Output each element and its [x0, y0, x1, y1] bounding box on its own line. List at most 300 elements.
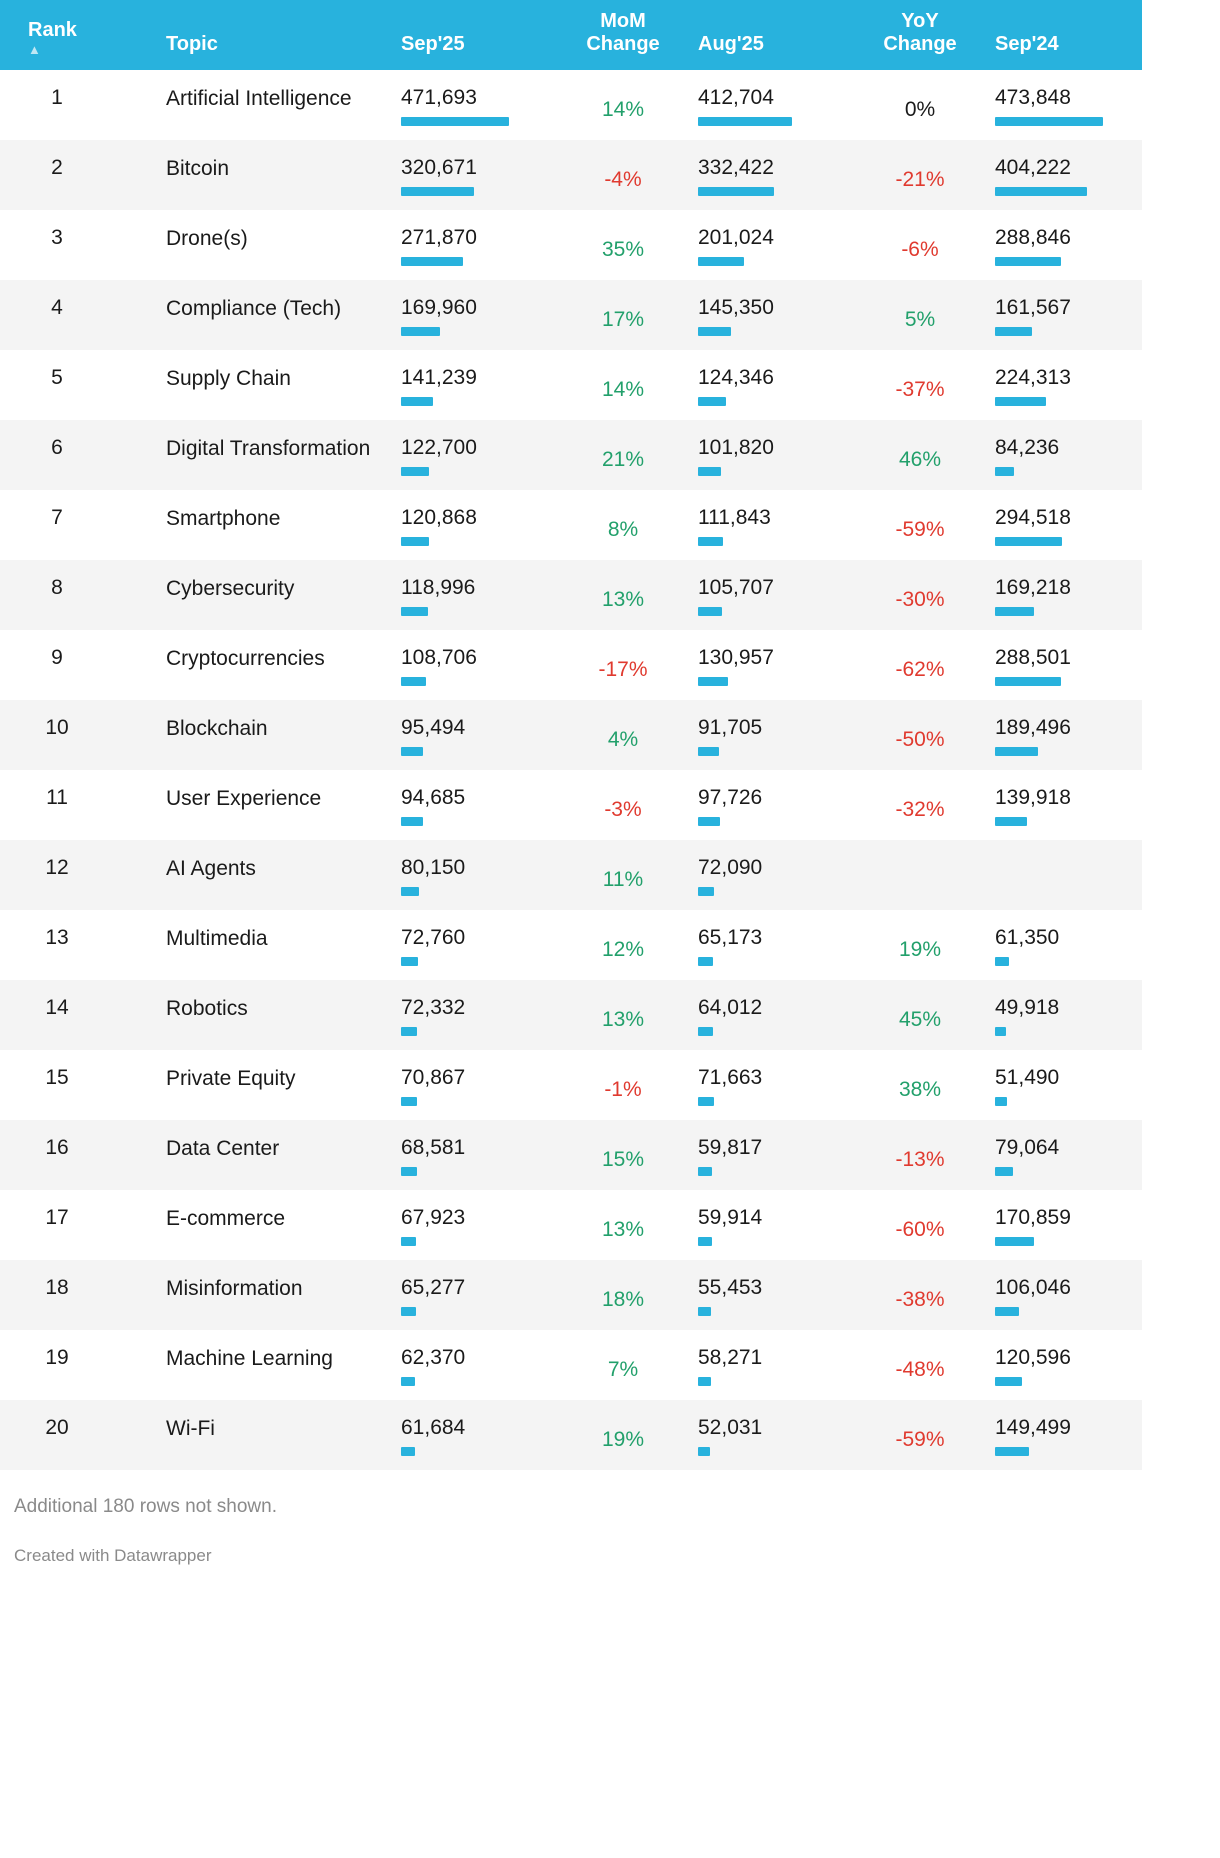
- table-row: [0, 630, 1142, 700]
- sep25-value: 320,671: [401, 156, 477, 179]
- cell-mom-change: [548, 1400, 698, 1470]
- topic-label: Drone(s): [166, 227, 248, 250]
- mom-change-value: 14%: [601, 378, 645, 401]
- table-row: [0, 560, 1142, 630]
- column-header-yoy-line2: Change: [883, 33, 957, 55]
- column-header-sep24-label: Sep'24: [995, 33, 1059, 55]
- topic-label: AI Agents: [166, 857, 256, 880]
- rank-value: 14: [45, 996, 69, 1019]
- cell-rank: [0, 1260, 148, 1330]
- yoy-change-value: 5%: [904, 308, 936, 331]
- aug25-bar: [698, 1167, 712, 1176]
- cell-topic: [148, 700, 401, 770]
- aug25-bar: [698, 1307, 711, 1316]
- sep24-bar: [995, 397, 1046, 406]
- sort-ascending-icon: ▲: [28, 42, 41, 57]
- mom-change-value: 17%: [601, 308, 645, 331]
- cell-topic: [148, 70, 401, 140]
- sep25-bar: [401, 1167, 417, 1176]
- cell-topic: [148, 1050, 401, 1120]
- cell-sep24: [995, 700, 1142, 770]
- sep24-value: 120,596: [995, 1346, 1071, 1369]
- sep25-value: 118,996: [401, 576, 476, 599]
- sep24-value: 288,846: [995, 226, 1071, 249]
- cell-aug25: [698, 1330, 845, 1400]
- cell-sep24: [995, 280, 1142, 350]
- sep25-value: 67,923: [401, 1206, 466, 1229]
- sep25-bar: [401, 467, 429, 476]
- cell-sep24: [995, 70, 1142, 140]
- sep24-bar: [995, 747, 1038, 756]
- aug25-cell-content: [698, 70, 845, 140]
- cell-sep25: [401, 210, 548, 280]
- yoy-change-value: 0%: [904, 98, 936, 121]
- cell-sep25: [401, 140, 548, 210]
- sep25-bar: [401, 327, 440, 336]
- sep24-bar: [995, 817, 1027, 826]
- yoy-change-value: -6%: [901, 238, 939, 261]
- sep25-bar: [401, 607, 428, 616]
- cell-sep24: [995, 420, 1142, 490]
- yoy-change-value: -13%: [895, 1148, 945, 1171]
- cell-mom-change: [548, 840, 698, 910]
- yoy-change-value: -21%: [895, 168, 945, 191]
- column-header-sep24[interactable]: [995, 0, 1142, 70]
- table-body: [0, 70, 1142, 1470]
- sep24-bar: [995, 117, 1103, 126]
- cell-sep24: [995, 840, 1142, 910]
- table-row: [0, 280, 1142, 350]
- cell-rank: [0, 280, 148, 350]
- table-row: [0, 1050, 1142, 1120]
- sep24-cell-content: [995, 490, 1142, 560]
- cell-aug25: [698, 350, 845, 420]
- rank-value: 18: [45, 1276, 69, 1299]
- column-header-rank-label: Rank: [28, 19, 77, 41]
- aug25-cell-content: [698, 1190, 845, 1260]
- sep25-cell-content: [401, 140, 548, 210]
- rank-value: 3: [51, 226, 63, 249]
- aug25-bar: [698, 1447, 710, 1456]
- mom-change-value: -17%: [598, 658, 648, 681]
- column-header-aug25[interactable]: [698, 0, 845, 70]
- sep25-bar: [401, 117, 509, 126]
- cell-aug25: [698, 70, 845, 140]
- sep24-cell-content: [995, 1400, 1142, 1470]
- cell-sep25: [401, 1050, 548, 1120]
- rank-value: 4: [51, 296, 63, 319]
- aug25-value: 412,704: [698, 86, 774, 109]
- table-row: [0, 70, 1142, 140]
- sep24-bar: [995, 257, 1061, 266]
- sep25-cell-content: [401, 770, 548, 840]
- aug25-bar: [698, 327, 731, 336]
- sep24-cell-content: [995, 560, 1142, 630]
- aug25-value: 59,817: [698, 1136, 763, 1159]
- aug25-value: 332,422: [698, 156, 774, 179]
- yoy-change-value: -48%: [895, 1358, 945, 1381]
- cell-sep25: [401, 980, 548, 1050]
- cell-mom-change: [548, 70, 698, 140]
- table-row: [0, 1400, 1142, 1470]
- table-row: [0, 910, 1142, 980]
- sep24-cell-content: [995, 420, 1142, 490]
- cell-aug25: [698, 140, 845, 210]
- table-row: [0, 1260, 1142, 1330]
- sep25-cell-content: [401, 420, 548, 490]
- cell-rank: [0, 1400, 148, 1470]
- aug25-cell-content: [698, 770, 845, 840]
- cell-yoy-change: [845, 910, 995, 980]
- cell-topic: [148, 980, 401, 1050]
- yoy-change-value: -59%: [895, 518, 945, 541]
- cell-sep24: [995, 1400, 1142, 1470]
- cell-topic: [148, 280, 401, 350]
- cell-sep25: [401, 700, 548, 770]
- sep25-cell-content: [401, 1400, 548, 1470]
- sep24-bar: [995, 327, 1032, 336]
- aug25-bar: [698, 887, 714, 896]
- cell-yoy-change: [845, 70, 995, 140]
- aug25-value: 105,707: [698, 576, 774, 599]
- sep24-cell-content: [995, 1190, 1142, 1260]
- column-header-mom-line1: MoM: [600, 10, 646, 32]
- aug25-cell-content: [698, 350, 845, 420]
- sep24-cell-content: [995, 280, 1142, 350]
- cell-yoy-change: [845, 420, 995, 490]
- rank-value: 16: [45, 1136, 69, 1159]
- yoy-change-value: 46%: [898, 448, 942, 471]
- cell-aug25: [698, 560, 845, 630]
- aug25-bar: [698, 1097, 714, 1106]
- sep25-bar: [401, 887, 419, 896]
- cell-rank: [0, 910, 148, 980]
- aug25-bar: [698, 747, 719, 756]
- sep25-bar: [401, 257, 463, 266]
- table-row: [0, 840, 1142, 910]
- aug25-value: 52,031: [698, 1416, 763, 1439]
- sep24-value: 294,518: [995, 506, 1071, 529]
- cell-sep25: [401, 1120, 548, 1190]
- cell-aug25: [698, 210, 845, 280]
- table-row: [0, 420, 1142, 490]
- cell-topic: [148, 350, 401, 420]
- cell-sep24: [995, 1260, 1142, 1330]
- sep25-cell-content: [401, 980, 548, 1050]
- sep24-cell-content: [995, 910, 1142, 980]
- cell-aug25: [698, 630, 845, 700]
- table-row: [0, 700, 1142, 770]
- cell-mom-change: [548, 140, 698, 210]
- table-row: [0, 140, 1142, 210]
- sep25-value: 122,700: [401, 436, 477, 459]
- sep25-value: 72,760: [401, 926, 466, 949]
- cell-aug25: [698, 1190, 845, 1260]
- cell-aug25: [698, 910, 845, 980]
- topic-label: Private Equity: [166, 1067, 296, 1090]
- cell-sep25: [401, 560, 548, 630]
- rank-value: 15: [45, 1066, 69, 1089]
- yoy-change-value: [845, 840, 995, 886]
- cell-mom-change: [548, 630, 698, 700]
- aug25-bar: [698, 1237, 712, 1246]
- sep25-cell-content: [401, 840, 548, 910]
- table-row: [0, 980, 1142, 1050]
- cell-topic: [148, 630, 401, 700]
- aug25-cell-content: [698, 560, 845, 630]
- column-header-yoy-change[interactable]: [845, 0, 995, 70]
- sep24-value: 139,918: [995, 786, 1071, 809]
- cell-topic: [148, 770, 401, 840]
- sep24-value: 61,350: [995, 926, 1060, 949]
- sep25-bar: [401, 1307, 416, 1316]
- aug25-bar: [698, 1377, 711, 1386]
- sep25-cell-content: [401, 1260, 548, 1330]
- sep25-value: 72,332: [401, 996, 466, 1019]
- cell-yoy-change: [845, 840, 995, 910]
- cell-rank: [0, 1190, 148, 1260]
- aug25-value: 130,957: [698, 646, 774, 669]
- rank-value: 9: [51, 646, 63, 669]
- cell-rank: [0, 140, 148, 210]
- cell-yoy-change: [845, 140, 995, 210]
- column-header-rank[interactable]: [0, 0, 148, 70]
- yoy-change-value: 45%: [898, 1008, 942, 1031]
- cell-rank: [0, 560, 148, 630]
- sep25-cell-content: [401, 1330, 548, 1400]
- sep25-bar: [401, 1377, 415, 1386]
- table-footnote: Additional 180 rows not shown.: [14, 1496, 277, 1517]
- aug25-bar: [698, 117, 792, 126]
- cell-mom-change: [548, 1260, 698, 1330]
- aug25-cell-content: [698, 1050, 845, 1120]
- sep24-cell-content: [995, 210, 1142, 280]
- sep25-cell-content: [401, 630, 548, 700]
- sep24-cell-content: [995, 1330, 1142, 1400]
- yoy-change-value: -30%: [895, 588, 945, 611]
- cell-yoy-change: [845, 630, 995, 700]
- mom-change-value: 8%: [607, 518, 639, 541]
- cell-yoy-change: [845, 350, 995, 420]
- cell-yoy-change: [845, 280, 995, 350]
- mom-change-value: 21%: [601, 448, 645, 471]
- sep24-bar: [995, 677, 1061, 686]
- cell-topic: [148, 210, 401, 280]
- cell-rank: [0, 420, 148, 490]
- sep25-cell-content: [401, 700, 548, 770]
- datawrapper-credit: Created with Datawrapper: [14, 1546, 212, 1565]
- mom-change-value: 7%: [607, 1358, 639, 1381]
- sep25-cell-content: [401, 280, 548, 350]
- mom-change-value: 12%: [601, 938, 645, 961]
- cell-mom-change: [548, 350, 698, 420]
- cell-yoy-change: [845, 1400, 995, 1470]
- table-row: [0, 350, 1142, 420]
- column-header-topic-label: Topic: [166, 33, 218, 55]
- sep24-cell-content: [995, 630, 1142, 700]
- cell-sep24: [995, 1330, 1142, 1400]
- sep24-bar: [995, 537, 1062, 546]
- cell-mom-change: [548, 560, 698, 630]
- sep24-cell-content: [995, 840, 1142, 886]
- cell-topic: [148, 140, 401, 210]
- aug25-cell-content: [698, 1400, 845, 1470]
- cell-sep25: [401, 70, 548, 140]
- cell-sep24: [995, 1050, 1142, 1120]
- mom-change-value: -4%: [604, 168, 642, 191]
- sep25-value: 169,960: [401, 296, 477, 319]
- cell-yoy-change: [845, 770, 995, 840]
- sep25-bar: [401, 187, 474, 196]
- yoy-change-value: -60%: [895, 1218, 945, 1241]
- cell-topic: [148, 1400, 401, 1470]
- cell-aug25: [698, 1400, 845, 1470]
- cell-sep25: [401, 1330, 548, 1400]
- cell-rank: [0, 210, 148, 280]
- table-row: [0, 1330, 1142, 1400]
- cell-yoy-change: [845, 1330, 995, 1400]
- sep25-bar: [401, 1447, 415, 1456]
- sep24-cell-content: [995, 700, 1142, 770]
- cell-mom-change: [548, 490, 698, 560]
- sep25-value: 94,685: [401, 786, 466, 809]
- mom-change-value: 15%: [601, 1148, 645, 1171]
- column-header-yoy-line1: YoY: [901, 10, 939, 32]
- mom-change-value: 4%: [607, 728, 639, 751]
- cell-mom-change: [548, 980, 698, 1050]
- aug25-cell-content: [698, 910, 845, 980]
- cell-mom-change: [548, 700, 698, 770]
- yoy-change-value: -50%: [895, 728, 945, 751]
- cell-sep25: [401, 910, 548, 980]
- sep25-bar: [401, 1027, 417, 1036]
- sep24-value: 170,859: [995, 1206, 1071, 1229]
- cell-topic: [148, 1330, 401, 1400]
- cell-mom-change: [548, 1330, 698, 1400]
- mom-change-value: 14%: [601, 98, 645, 121]
- cell-sep25: [401, 420, 548, 490]
- sep25-value: 271,870: [401, 226, 477, 249]
- sep25-value: 108,706: [401, 646, 477, 669]
- sep24-cell-content: [995, 1120, 1142, 1190]
- cell-mom-change: [548, 1120, 698, 1190]
- yoy-change-value: -32%: [895, 798, 945, 821]
- cell-sep24: [995, 490, 1142, 560]
- sep24-bar: [995, 957, 1009, 966]
- topic-label: Smartphone: [166, 507, 281, 530]
- topic-label: Robotics: [166, 997, 248, 1020]
- topic-label: Cryptocurrencies: [166, 647, 325, 670]
- cell-topic: [148, 1260, 401, 1330]
- sep24-bar: [995, 1027, 1006, 1036]
- sep25-cell-content: [401, 210, 548, 280]
- sep24-bar: [995, 1167, 1013, 1176]
- cell-rank: [0, 70, 148, 140]
- cell-sep24: [995, 1190, 1142, 1260]
- aug25-cell-content: [698, 140, 845, 210]
- cell-rank: [0, 630, 148, 700]
- cell-sep24: [995, 980, 1142, 1050]
- cell-aug25: [698, 770, 845, 840]
- sep24-cell-content: [995, 980, 1142, 1050]
- column-header-mom-change[interactable]: [548, 0, 698, 70]
- cell-mom-change: [548, 910, 698, 980]
- topic-label: Cybersecurity: [166, 577, 295, 600]
- rank-value: 10: [45, 716, 69, 739]
- sep24-bar: [995, 1377, 1022, 1386]
- cell-aug25: [698, 980, 845, 1050]
- table-row: [0, 1190, 1142, 1260]
- sep24-bar: [995, 607, 1034, 616]
- mom-change-value: 18%: [601, 1288, 645, 1311]
- cell-aug25: [698, 1050, 845, 1120]
- rank-value: 8: [51, 576, 63, 599]
- cell-sep24: [995, 1120, 1142, 1190]
- sep25-cell-content: [401, 1120, 548, 1190]
- table-row: [0, 490, 1142, 560]
- sep25-value: 61,684: [401, 1416, 466, 1439]
- cell-yoy-change: [845, 1260, 995, 1330]
- sep25-cell-content: [401, 1050, 548, 1120]
- aug25-bar: [698, 1027, 713, 1036]
- mom-change-value: 11%: [602, 868, 644, 891]
- column-header-topic[interactable]: [148, 0, 401, 70]
- table-row: [0, 210, 1142, 280]
- sep24-value: 79,064: [995, 1136, 1060, 1159]
- cell-rank: [0, 490, 148, 560]
- sep24-cell-content: [995, 770, 1142, 840]
- aug25-cell-content: [698, 1120, 845, 1190]
- cell-yoy-change: [845, 210, 995, 280]
- aug25-bar: [698, 677, 728, 686]
- sep24-cell-content: [995, 1050, 1142, 1120]
- cell-sep25: [401, 770, 548, 840]
- cell-topic: [148, 420, 401, 490]
- sep25-bar: [401, 747, 423, 756]
- mom-change-value: -3%: [604, 798, 642, 821]
- cell-rank: [0, 1050, 148, 1120]
- cell-sep25: [401, 1400, 548, 1470]
- mom-change-value: 35%: [601, 238, 645, 261]
- topic-label: Machine Learning: [166, 1347, 333, 1370]
- sep24-value: 51,490: [995, 1066, 1060, 1089]
- cell-rank: [0, 1330, 148, 1400]
- cell-sep24: [995, 560, 1142, 630]
- cell-sep24: [995, 350, 1142, 420]
- aug25-cell-content: [698, 420, 845, 490]
- cell-aug25: [698, 280, 845, 350]
- sep24-value: 149,499: [995, 1416, 1071, 1439]
- table-header-row: [0, 0, 1142, 70]
- aug25-value: 101,820: [698, 436, 774, 459]
- sep25-cell-content: [401, 70, 548, 140]
- rank-value: 20: [45, 1416, 69, 1439]
- sep24-bar: [995, 1447, 1029, 1456]
- mom-change-value: 19%: [601, 1428, 645, 1451]
- cell-topic: [148, 1190, 401, 1260]
- sep24-value: 49,918: [995, 996, 1060, 1019]
- aug25-bar: [698, 187, 774, 196]
- cell-rank: [0, 770, 148, 840]
- column-header-sep25[interactable]: [401, 0, 548, 70]
- cell-sep24: [995, 140, 1142, 210]
- aug25-cell-content: [698, 980, 845, 1050]
- sep24-cell-content: [995, 70, 1142, 140]
- cell-mom-change: [548, 210, 698, 280]
- cell-rank: [0, 980, 148, 1050]
- mom-change-value: 13%: [601, 1008, 645, 1031]
- cell-yoy-change: [845, 1050, 995, 1120]
